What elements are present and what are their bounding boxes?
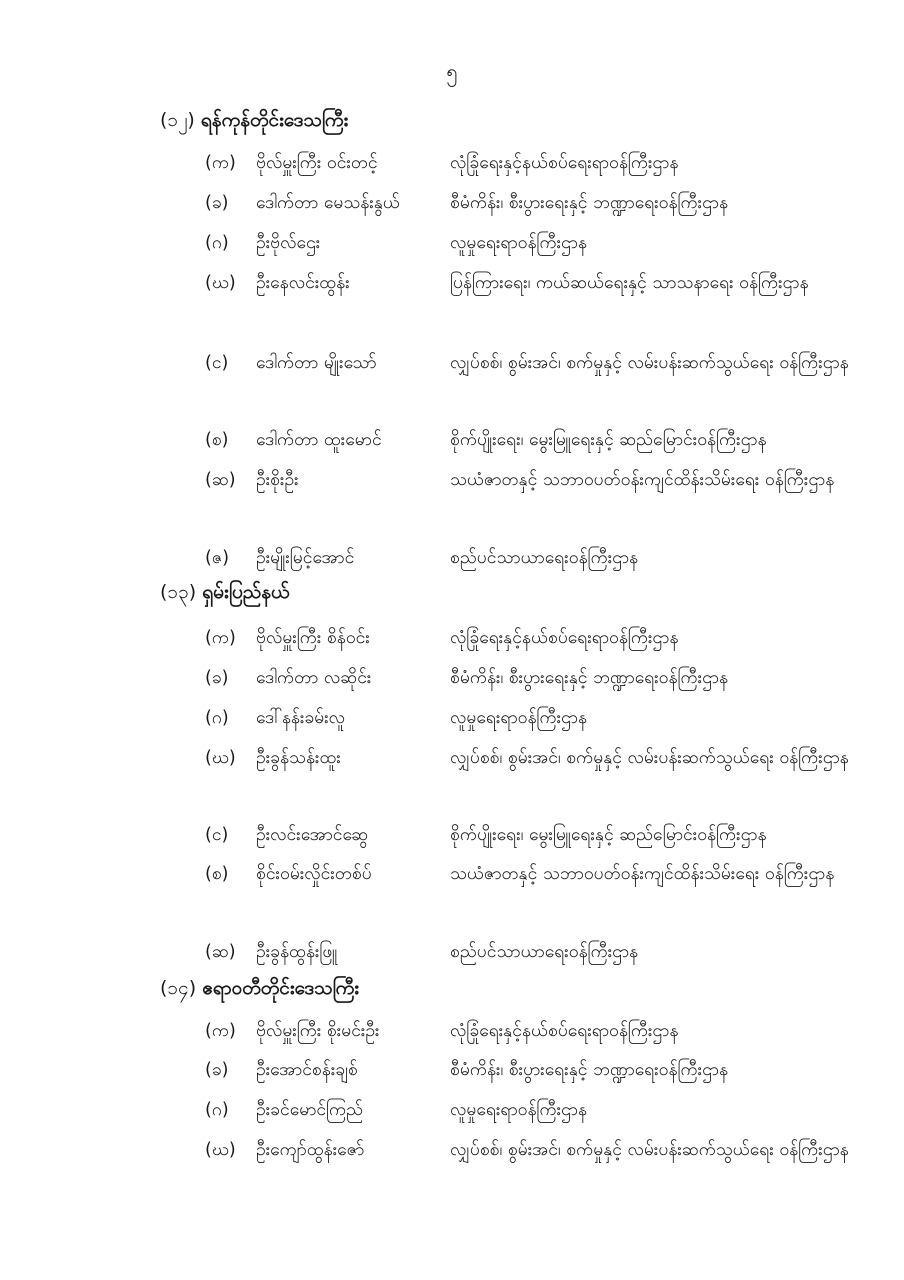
item-role: လုံခြုံရေးနှင့်နယ်စပ်ရေးရာဝန်ကြီးဌာန xyxy=(450,153,679,173)
section-title: ရန်ကုန်တိုင်းဒေသကြီး xyxy=(200,109,349,131)
item-role: စိုက်ပျိုးရေး၊ မွေးမြူရေးနှင့် ဆည်မြောင်းဝန်ကြီးဌာန xyxy=(450,825,767,845)
item-letter: (ဃ) xyxy=(205,273,236,293)
section-heading xyxy=(160,580,289,608)
item-letter: (က) xyxy=(205,1021,236,1041)
item-role: စည်ပင်သာယာရေးဝန်ကြီးဌာန xyxy=(450,942,639,962)
item-letter: (ဇ) xyxy=(205,548,230,568)
item-name: ဦးကျော်ထွန်းဇော် xyxy=(256,1140,365,1160)
section-number: (၁၄) xyxy=(160,977,197,999)
item-name: ဗိုလ်မှူးကြီး စိုးမင်းဦး xyxy=(256,1021,380,1041)
item-name: စိုင်းဝမ်းလှိုင်းတစ်ပ် xyxy=(256,864,372,884)
item-role: လူမှုရေးရာဝန်ကြီးဌာန xyxy=(450,1100,587,1120)
item-letter: (က) xyxy=(205,628,236,648)
item-role: သယံဇာတနှင့် သဘာဝပတ်ဝန်းကျင်ထိန်းသိမ်းရေး ဝန်ကြီးဌာန xyxy=(450,470,835,490)
item-role: စီမံကိန်း၊ စီးပွားရေးနှင့် ဘဏ္ဍာရေးဝန်ကြီးဌာန xyxy=(450,193,729,213)
item-letter: (ခ) xyxy=(205,193,229,213)
item-letter: (ဂ) xyxy=(205,233,229,253)
item-role: စိုက်ပျိုးရေး၊ မွေးမြူရေးနှင့် ဆည်မြောင်းဝန်ကြီးဌာန xyxy=(450,430,767,450)
item-role: လုံခြုံရေးနှင့်နယ်စပ်ရေးရာဝန်ကြီးဌာန xyxy=(450,628,679,648)
item-name: ဒေါက်တာ မျိုးသော် xyxy=(256,353,377,373)
item-letter: (င) xyxy=(205,825,229,845)
item-name: ဦးခွန်ထွန်းဖြူ xyxy=(256,942,338,962)
item-letter: (ဂ) xyxy=(205,1100,229,1120)
item-role: စီမံကိန်း၊ စီးပွားရေးနှင့် ဘဏ္ဍာရေးဝန်ကြီးဌာန xyxy=(450,668,729,688)
item-letter: (ဃ) xyxy=(205,1140,236,1160)
page-number: ၅ xyxy=(446,59,458,83)
item-name: ဦးမျိုးမြင့်အောင် xyxy=(256,548,355,568)
section-title: ရှမ်းပြည်နယ် xyxy=(202,581,290,603)
item-name: ဒေါ်နန်းခမ်းလူ xyxy=(256,708,346,728)
section-title: ဧရာဝတီတိုင်းဒေသကြီး xyxy=(202,977,360,999)
item-role: သယံဇာတနှင့် သဘာဝပတ်ဝန်းကျင်ထိန်းသိမ်းရေး ဝန်ကြီးဌာန xyxy=(450,864,835,884)
section-heading xyxy=(160,108,348,136)
item-letter: (စ) xyxy=(205,430,229,450)
item-role: စည်ပင်သာယာရေးဝန်ကြီးဌာန xyxy=(450,548,639,568)
item-letter: (ခ) xyxy=(205,1060,229,1080)
item-letter: (စ) xyxy=(205,864,229,884)
item-name: ဗိုလ်မှူးကြီး ဝင်းတင့် xyxy=(256,153,378,173)
item-name: ဦးခင်မောင်ကြည် xyxy=(256,1100,364,1120)
item-letter: (ဆ) xyxy=(205,470,236,490)
item-role: လျှပ်စစ်၊ စွမ်းအင်၊ စက်မှုနှင့် လမ်းပန်းဆက်သွယ်ရေး ဝန်ကြီးဌာန xyxy=(450,1140,849,1160)
item-name: ဦးခွန်သန်းထူး xyxy=(256,748,341,768)
item-role: လျှပ်စစ်၊ စွမ်းအင်၊ စက်မှုနှင့် လမ်းပန်းဆက်သွယ်ရေး ဝန်ကြီးဌာန xyxy=(450,353,849,373)
item-role: ပြန်ကြားရေး၊ ကယ်ဆယ်ရေးနှင့် သာသနာရေး ဝန်ကြီးဌာန xyxy=(450,273,809,293)
item-role: လူမှုရေးရာဝန်ကြီးဌာန xyxy=(450,708,587,728)
item-letter: (င) xyxy=(205,353,229,373)
item-name: ဦးနေလင်းထွန်း xyxy=(256,273,350,293)
item-name: ဒေါက်တာ မေသန်းနွယ် xyxy=(256,193,400,213)
item-name: ဒေါက်တာ လဆိုင်း xyxy=(256,668,372,688)
item-role: စီမံကိန်း၊ စီးပွားရေးနှင့် ဘဏ္ဍာရေးဝန်ကြီးဌာန xyxy=(450,1060,729,1080)
item-name: ဦးစိုးဦး xyxy=(256,470,299,490)
item-role: လုံခြုံရေးနှင့်နယ်စပ်ရေးရာဝန်ကြီးဌာန xyxy=(450,1021,679,1041)
item-role: လူမှုရေးရာဝန်ကြီးဌာန xyxy=(450,233,587,253)
item-name: ဒေါက်တာ ထူးမောင် xyxy=(256,430,382,450)
section-heading xyxy=(160,976,359,1004)
item-name: ဗိုလ်မှူးကြီး စိန်ဝင်း xyxy=(256,628,370,648)
item-name: ဦးဗိုလ်ဌေး xyxy=(256,233,321,253)
item-letter: (က) xyxy=(205,153,236,173)
item-name: ဦးအောင်စန်းချစ် xyxy=(256,1060,358,1080)
section-number: (၁၃) xyxy=(160,581,197,603)
item-role: လျှပ်စစ်၊ စွမ်းအင်၊ စက်မှုနှင့် လမ်းပန်းဆက်သွယ်ရေး ဝန်ကြီးဌာန xyxy=(450,748,849,768)
section-number: (၁၂) xyxy=(160,109,195,131)
item-letter: (ခ) xyxy=(205,668,229,688)
item-letter: (ဃ) xyxy=(205,748,236,768)
item-letter: (ဆ) xyxy=(205,942,236,962)
item-letter: (ဂ) xyxy=(205,708,229,728)
item-name: ဦးလင်းအောင်ဆွေ xyxy=(256,825,369,845)
